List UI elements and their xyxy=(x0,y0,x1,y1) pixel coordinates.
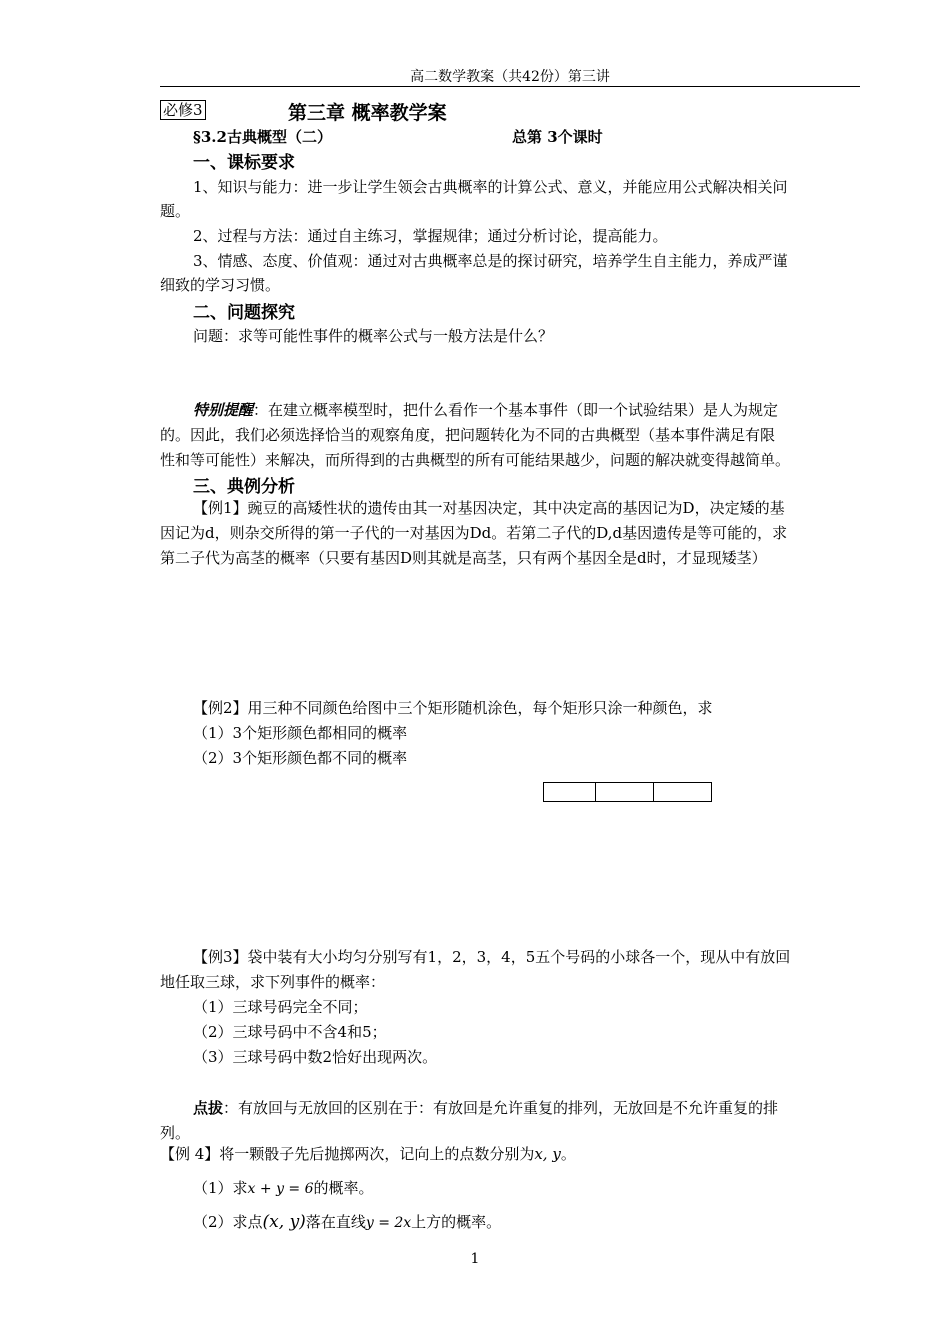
example1-line2: 因记为d，则杂交所得的第一子代的一对基因为Dd。若第二子代的D,d基因遗传是等可能的，求 xyxy=(160,524,788,542)
heading-requirements: 一、课标要求 xyxy=(193,153,295,173)
tip-line1: 特别提醒：在建立概率模型时，把什么看作一个基本事件（即一个试验结果）是人为规定 xyxy=(193,401,779,419)
lesson-count: 总第 3个课时 xyxy=(512,128,603,146)
example4-q2: （2）求点(x, y)落在直线y = 2x上方的概率。 xyxy=(193,1212,502,1232)
example1-line3: 第二子代为高茎的概率（只要有基因D则其就是高茎，只有两个基因全是d时，才显现矮茎） xyxy=(160,549,767,567)
example3-line1: 【例3】袋中装有大小均匀分别写有1，2，3，4，5五个号码的小球各一个，现从中有放回 xyxy=(193,948,791,966)
req-knowledge-line1: 1、知识与能力：进一步让学生领会古典概率的计算公式、意义，并能应用公式解决相关问 xyxy=(193,178,788,196)
req-attitude-line2: 细致的学习习惯。 xyxy=(160,276,281,294)
rectangle-2 xyxy=(596,783,654,801)
req-attitude-line1: 3、情感、态度、价值观：通过对古典概率总是的探讨研究，培养学生自主能力，养成严谨 xyxy=(193,252,788,270)
example3-q2: （2）三球号码中不含4和5； xyxy=(193,1023,387,1041)
example4-line: 【例 4】将一颗骰子先后抛掷两次，记向上的点数分别为x, y。 xyxy=(160,1145,576,1163)
note-line2: 列。 xyxy=(160,1124,191,1142)
math-line-equation: y = 2x xyxy=(365,1215,412,1231)
course-box-label: 必修3 xyxy=(160,100,206,120)
header-rule xyxy=(160,86,860,87)
req-process: 2、过程与方法：通过自主练习，掌握规律；通过分析讨论，提高能力。 xyxy=(193,227,668,245)
math-sum-equation: x + y = 6 xyxy=(247,1181,314,1197)
tip-line3: 性和等可能性）来解决，而所得到的古典概型的所有可能结果越少，问题的解决就变得越简单。 xyxy=(160,451,791,469)
example2-q1: （1）3个矩形颜色都相同的概率 xyxy=(193,724,408,742)
heading-examples: 三、典例分析 xyxy=(193,477,295,497)
req-knowledge-line2: 题。 xyxy=(160,202,191,220)
example3-line2: 地任取三球，求下列事件的概率： xyxy=(160,973,386,991)
note-label: 点拔 xyxy=(193,1099,224,1117)
tip-line2: 的。因此，我们必须选择恰当的观察角度，把问题转化为不同的古典概型（基本事件满足有限 xyxy=(160,426,776,444)
math-xy: x, y xyxy=(534,1145,561,1163)
example1-line1: 【例1】豌豆的高矮性状的遗传由其一对基因决定，其中决定高的基因记为D，决定矮的基 xyxy=(193,499,785,517)
page-number: 1 xyxy=(470,1251,480,1267)
rectangle-1 xyxy=(544,783,596,801)
three-rectangles-figure xyxy=(543,782,712,802)
math-point: (x, y) xyxy=(262,1212,306,1232)
heading-inquiry: 二、问题探究 xyxy=(193,303,295,323)
page-header: 高二数学教案（共42份）第三讲 xyxy=(410,69,610,85)
inquiry-question: 问题：求等可能性事件的概率公式与一般方法是什么？ xyxy=(193,327,554,345)
example4-q1: （1）求x + y = 6的概率。 xyxy=(193,1179,374,1197)
example2-line: 【例2】用三种不同颜色给图中三个矩形随机涂色，每个矩形只涂一种颜色，求 xyxy=(193,699,713,717)
example3-q3: （3）三球号码中数2恰好出现两次。 xyxy=(193,1048,438,1066)
note-line1: 点拔：有放回与无放回的区别在于：有放回是允许重复的排列，无放回是不允许重复的排 xyxy=(193,1099,779,1117)
example2-q2: （2）3个矩形颜色都不同的概率 xyxy=(193,749,408,767)
section-title: §3.2古典概型（二） xyxy=(193,128,332,146)
chapter-title: 第三章 概率教学案 xyxy=(288,102,447,124)
tip-label: 特别提醒 xyxy=(193,401,254,419)
example3-q1: （1）三球号码完全不同； xyxy=(193,998,368,1016)
rectangle-3 xyxy=(654,783,711,801)
